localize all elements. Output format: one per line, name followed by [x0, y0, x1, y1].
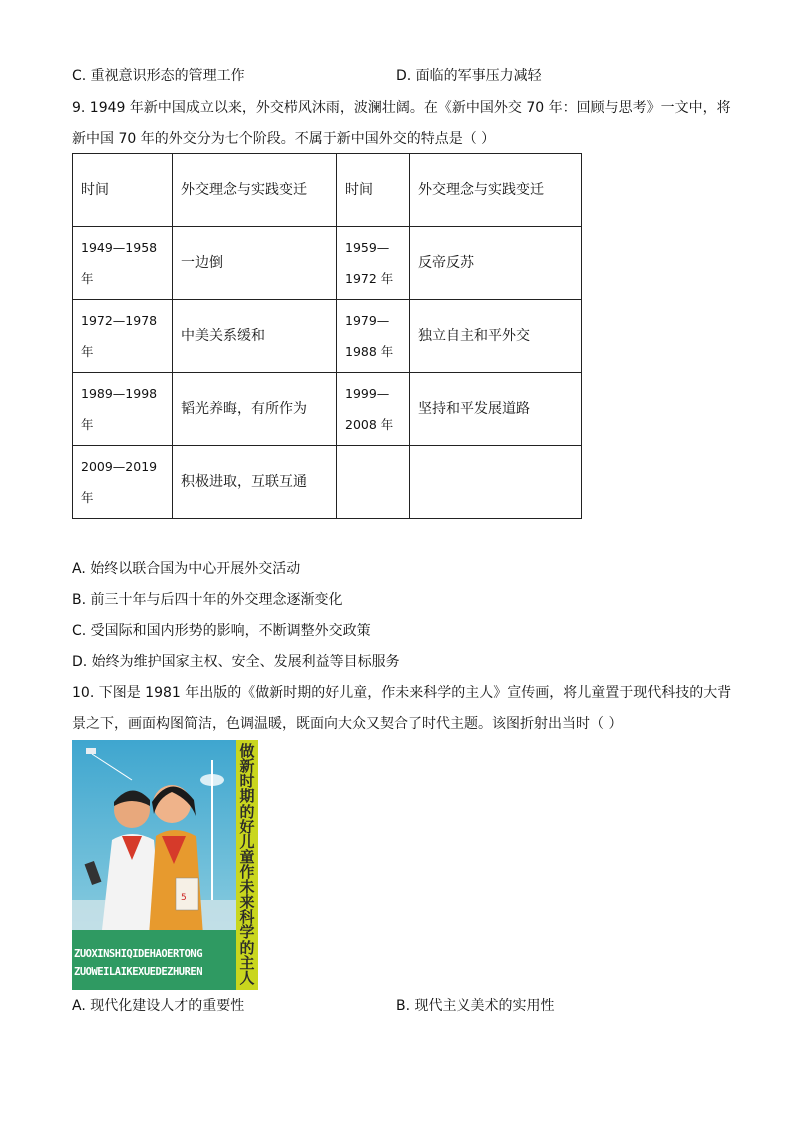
practice-cell: 韬光养晦，有所作为: [173, 373, 337, 446]
q9-option-b: B. 前三十年与后四十年的外交理念逐渐变化: [72, 592, 343, 608]
table-header-row: [73, 154, 582, 227]
q9-option-c: C. 受国际和国内形势的影响，不断调整外交政策: [72, 623, 371, 639]
option-d-prev: D. 面临的军事压力减轻: [396, 68, 542, 84]
diplomacy-table: [72, 153, 582, 519]
header-practice-2: 外交理念与实践变迁: [410, 154, 582, 227]
header-time-2: 时间: [337, 154, 410, 227]
practice-cell: 中美关系缓和: [173, 300, 337, 373]
table-row: [73, 373, 582, 446]
period-cell: 1972—1978 年: [73, 300, 173, 373]
poster-bottom-band: [72, 930, 236, 990]
period-cell: 2009—2019 年: [73, 446, 173, 519]
svg-text:5: 5: [181, 893, 187, 903]
q10-stem-line1: 10. 下图是 1981 年出版的《做新时期的好儿童，作未来科学的主人》宣传画，将儿童置于现代科技的大背: [72, 685, 732, 701]
practice-cell: 一边倒: [173, 227, 337, 300]
practice-cell: 积极进取，互联互通: [173, 446, 337, 519]
option-c-prev: C. 重视意识形态的管理工作: [72, 68, 245, 84]
header-time-1: 时间: [73, 154, 173, 227]
table-row: [73, 446, 582, 519]
period-cell: 1959— 1972 年: [337, 227, 410, 300]
period-cell: 1989—1998 年: [73, 373, 173, 446]
q10-option-b: B. 现代主义美术的实用性: [396, 998, 555, 1014]
q9-stem-line2: 新中国 70 年的外交分为七个阶段。不属于新中国外交的特点是（ ）: [72, 131, 496, 147]
header-practice-1: 外交理念与实践变迁: [173, 154, 337, 227]
propaganda-poster: [72, 740, 258, 990]
period-cell: 1999— 2008 年: [337, 373, 410, 446]
period-cell: [337, 446, 410, 519]
q9-option-a: A. 始终以联合国为中心开展外交活动: [72, 561, 301, 577]
practice-cell: [410, 446, 582, 519]
q10-stem-line2: 景之下，画面构图简洁，色调温暖，既面向大众又契合了时代主题。该图折射出当时（ ）: [72, 716, 623, 732]
practice-cell: 坚持和平发展道路: [410, 373, 582, 446]
poster-latin-line2: ZUOWEILAIKEXUEDEZHUREN: [74, 966, 203, 978]
poster-vertical-title: 做 新 时 期 的 好 儿 童 作 未 来 科 学 的 主 人: [236, 740, 258, 990]
practice-cell: 反帝反苏: [410, 227, 582, 300]
q9-option-d: D. 始终为维护国家主权、安全、发展利益等目标服务: [72, 654, 400, 670]
period-cell: 1949—1958 年: [73, 227, 173, 300]
practice-cell: 独立自主和平外交: [410, 300, 582, 373]
q9-stem-line1: 9. 1949 年新中国成立以来，外交栉风沐雨，波澜壮阔。在《新中国外交 70 年：回顾与思考》一文中，将: [72, 100, 731, 116]
poster-latin-line1: ZUOXINSHIQIDEHAOERTONG: [74, 948, 203, 960]
table-row: [73, 300, 582, 373]
q10-option-a: A. 现代化建设人才的重要性: [72, 998, 245, 1014]
period-cell: 1979— 1988 年: [337, 300, 410, 373]
table-row: [73, 227, 582, 300]
